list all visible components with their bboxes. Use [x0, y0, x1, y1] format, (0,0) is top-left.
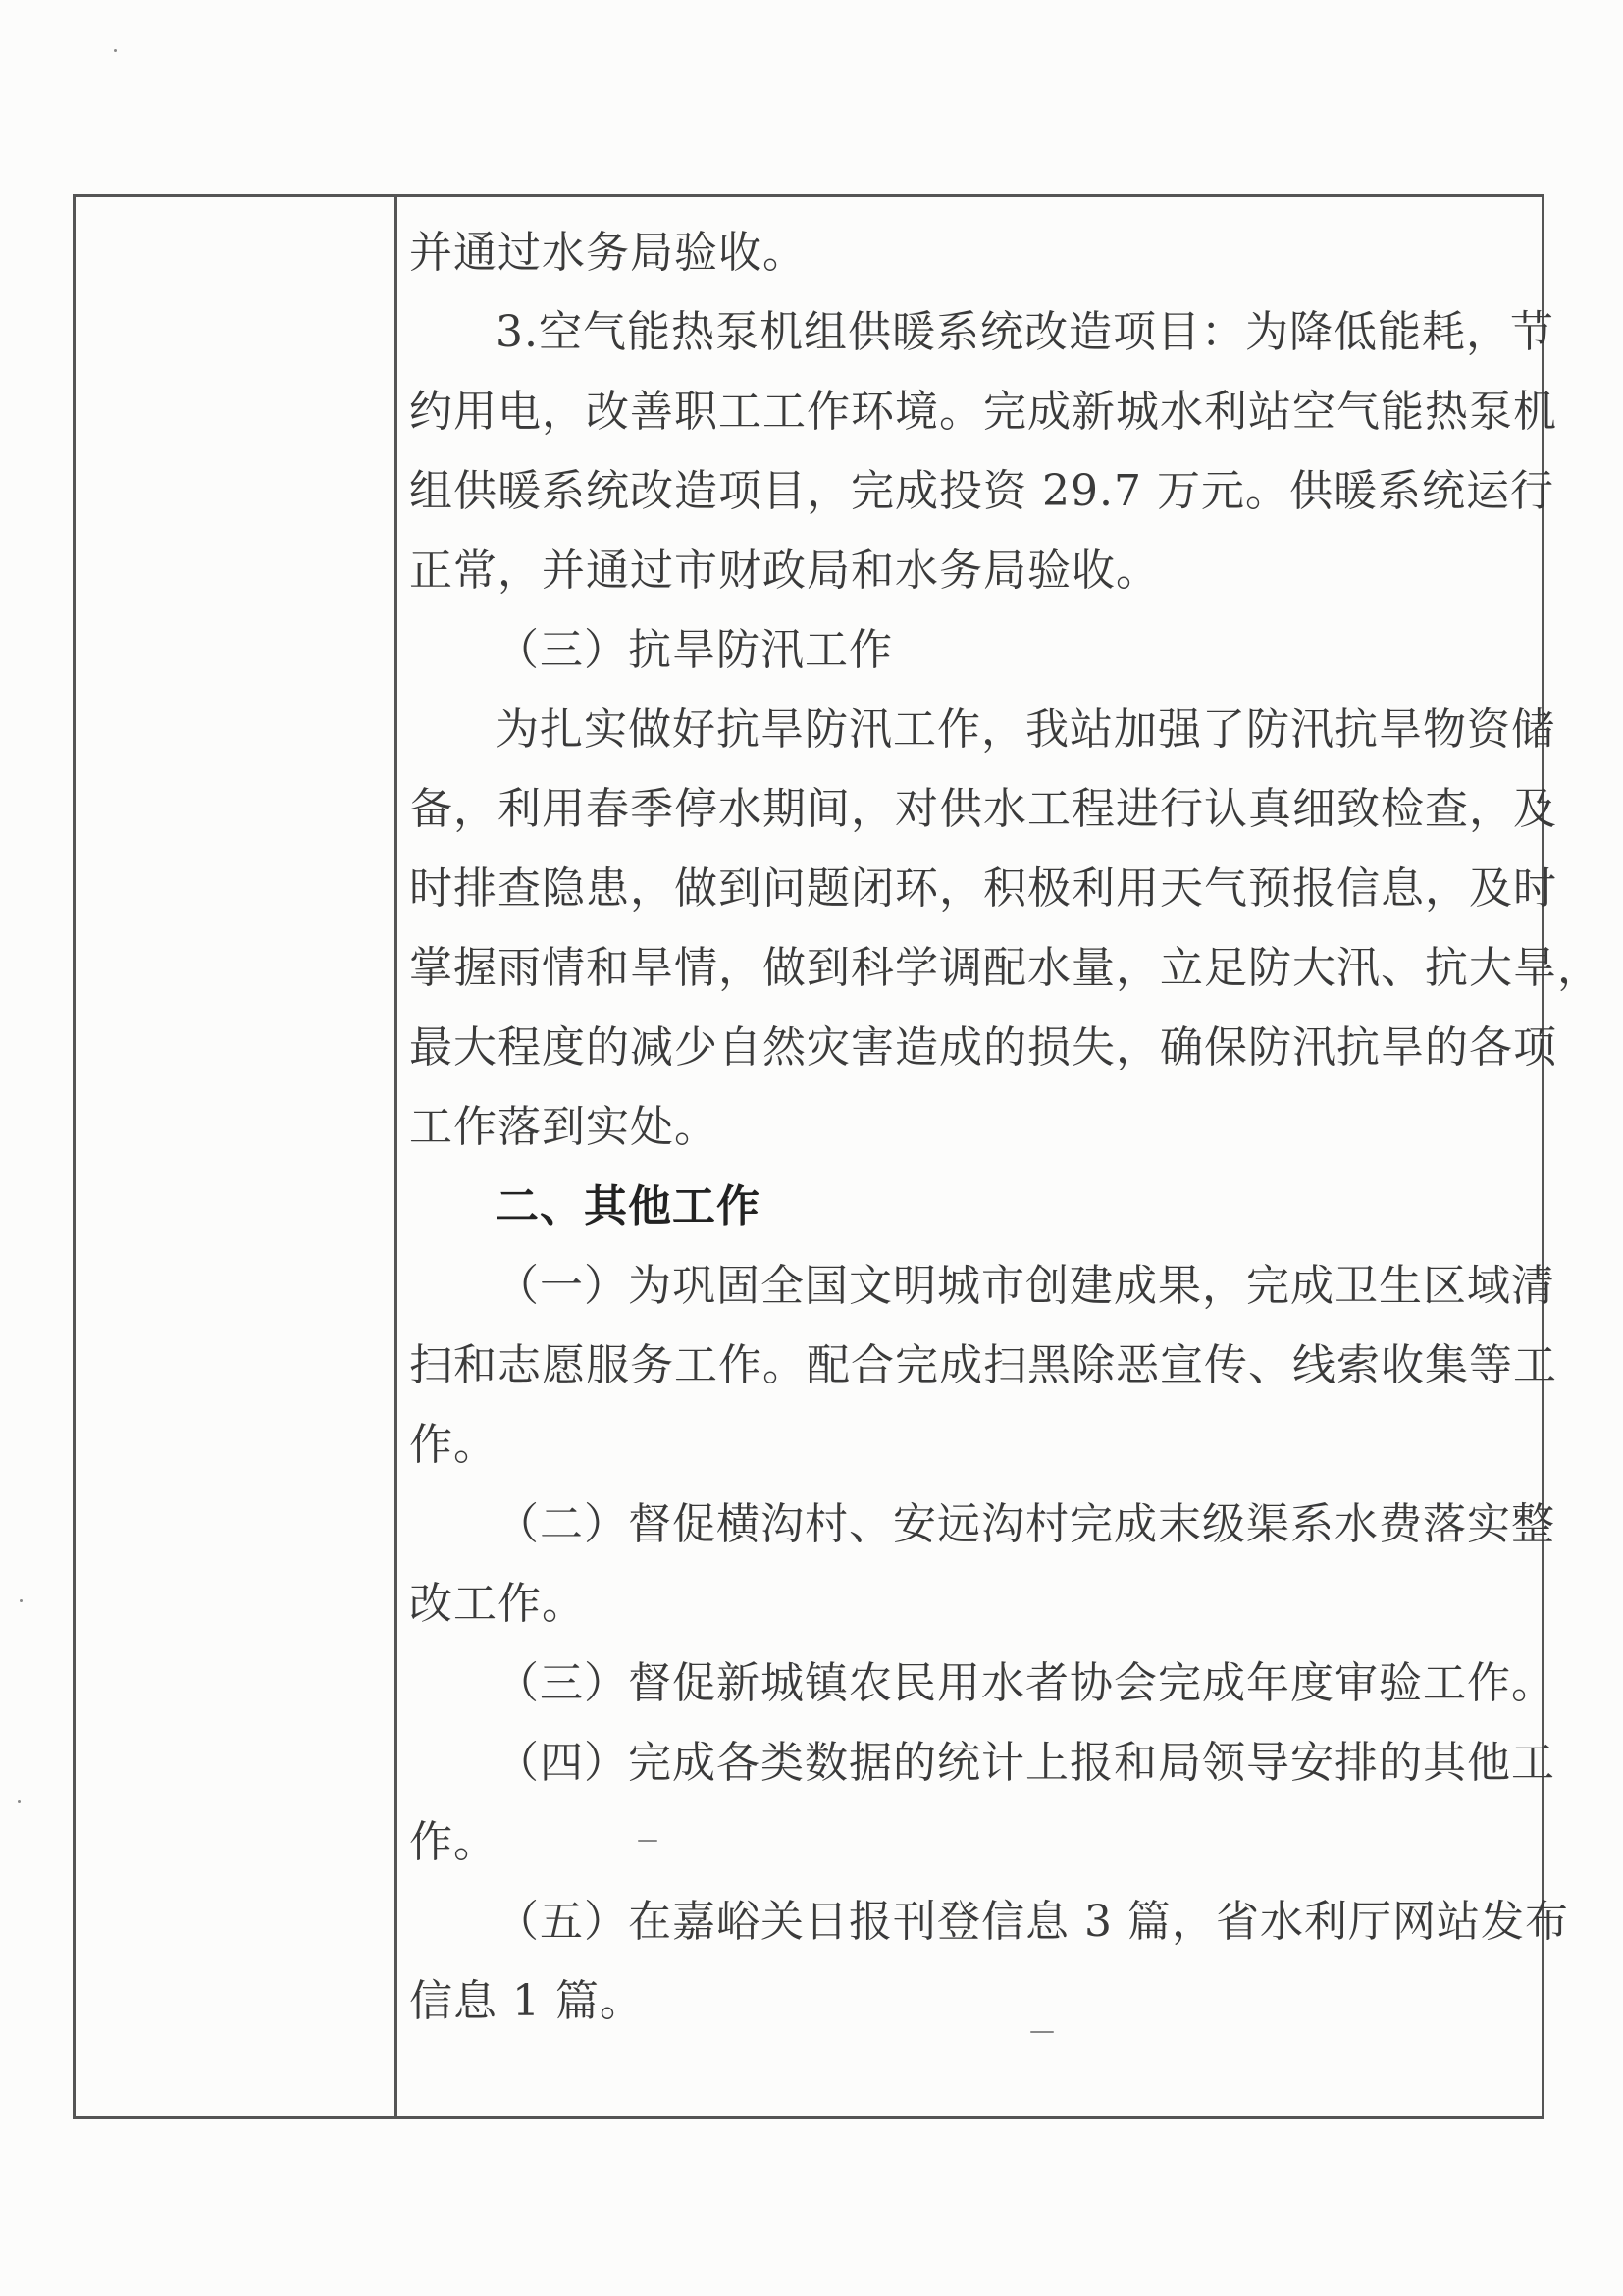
scan-speck	[638, 1840, 657, 1842]
text-line: （三）督促新城镇农民用水者协会完成年度审验工作。	[496, 1658, 1555, 1708]
text-line: 组供暖系统改造项目，完成投资 29.7 万元。供暖系统运行	[409, 466, 1554, 516]
text-line: 备，利用春季停水期间，对供水工程进行认真细致检查，及	[409, 784, 1557, 834]
scan-speck	[1030, 2031, 1054, 2033]
text-line: 作。	[409, 1817, 497, 1867]
text-line: 扫和志愿服务工作。配合完成扫黑除恶宣传、线索收集等工	[409, 1340, 1557, 1390]
scan-speck	[114, 49, 117, 52]
scan-speck	[18, 1800, 21, 1803]
text-line: 最大程度的减少自然灾害造成的损失，确保防汛抗旱的各项	[409, 1022, 1557, 1072]
text-line: 作。	[409, 1420, 497, 1470]
text-line: 时排查隐患，做到问题闭环，积极利用天气预报信息，及时	[409, 863, 1557, 913]
text-line: 约用电，改善职工工作环境。完成新城水利站空气能热泵机	[409, 387, 1557, 437]
text-line: 为扎实做好抗旱防汛工作，我站加强了防汛抗旱物资储	[496, 704, 1555, 755]
text-line: （二）督促横沟村、安远沟村完成末级渠系水费落实整	[496, 1499, 1555, 1549]
section-heading: 二、其他工作	[496, 1181, 760, 1231]
table-left-column	[76, 197, 397, 2116]
text-line: （四）完成各类数据的统计上报和局领导安排的其他工	[496, 1738, 1555, 1788]
text-line: 信息 1 篇。	[409, 1976, 644, 2026]
text-line: 工作落到实处。	[409, 1102, 718, 1152]
table-content-cell	[409, 197, 1601, 2116]
text-line: （一）为巩固全国文明城市创建成果，完成卫生区域清	[496, 1261, 1555, 1311]
text-line: 正常，并通过市财政局和水务局验收。	[409, 546, 1160, 596]
text-line: 改工作。	[409, 1579, 586, 1629]
text-line: 并通过水务局验收。	[409, 228, 807, 278]
report-table	[73, 194, 1601, 2119]
section-subheading: （三）抗旱防汛工作	[496, 625, 893, 675]
text-line: （五）在嘉峪关日报刊登信息 3 篇，省水利厅网站发布	[496, 1897, 1569, 1947]
text-line: 掌握雨情和旱情，做到科学调配水量，立足防大汛、抗大旱，	[409, 943, 1601, 993]
scan-speck	[20, 1599, 23, 1602]
text-line: 3.空气能热泵机组供暖系统改造项目：为降低能耗，节	[496, 307, 1554, 357]
